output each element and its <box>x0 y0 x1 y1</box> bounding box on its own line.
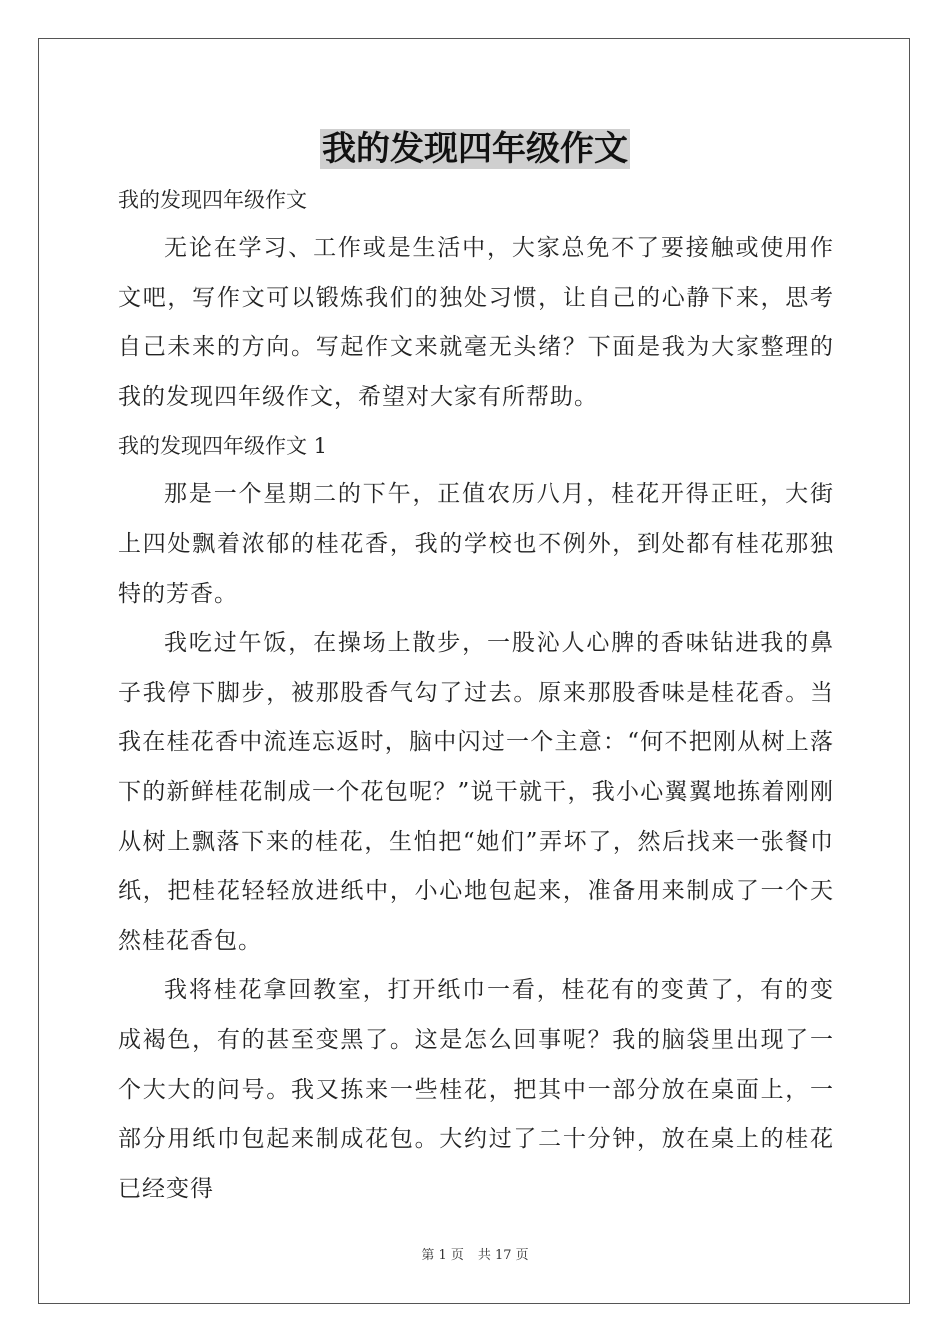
page-total: 共 17 页 <box>477 1248 529 1263</box>
document-title-text: 我的发现四年级作文 <box>322 129 628 169</box>
body-paragraph: 我吃过午饭，在操场上散步，一股沁人心脾的香味钻进我的鼻子我停下脚步，被那股香气勾了过去。原来那股香味是桂花香。当我在桂花香中流连忘返时，脑中闪过一个主意：“何不把刚从树上落下的新鲜桂花制成一个花包呢？”说干就干，我小心翼翼地拣着刚刚从树上飘落下来的桂花，生怕把“她们”弄坏了，然后找来一张餐巾纸，把桂花轻轻放进纸中，小心地包起来，准备用来制成了一个天然桂花香包。 <box>118 630 834 954</box>
document-subtitle: 我的发现四年级作文 <box>118 188 307 212</box>
document-body <box>118 176 834 1214</box>
page-footer <box>0 1247 950 1265</box>
intro-paragraph: 无论在学习、工作或是生活中，大家总免不了要接触或使用作文吧，写作文可以锻炼我们的独处习惯，让自己的心静下来，思考自己未来的方向。写起作文来就毫无头绪？下面是我为大家整理的我的发现四年级作文，希望对大家有所帮助。 <box>118 235 834 410</box>
document-title <box>0 124 950 174</box>
body-paragraph: 我将桂花拿回教室，打开纸巾一看，桂花有的变黄了，有的变成褐色，有的甚至变黑了。这是怎么回事呢？我的脑袋里出现了一个大大的问号。我又拣来一些桂花，把其中一部分放在桌面上，一部分用纸巾包起来制成花包。大约过了二十分钟，放在桌上的桂花已经变得 <box>118 977 834 1202</box>
page-number: 第 1 页 <box>421 1248 464 1263</box>
section-heading: 我的发现四年级作文 1 <box>118 434 328 459</box>
body-paragraph: 那是一个星期二的下午，正值农历八月，桂花开得正旺，大街上四处飘着浓郁的桂花香，我的学校也不例外，到处都有桂花那独特的芳香。 <box>118 481 834 607</box>
